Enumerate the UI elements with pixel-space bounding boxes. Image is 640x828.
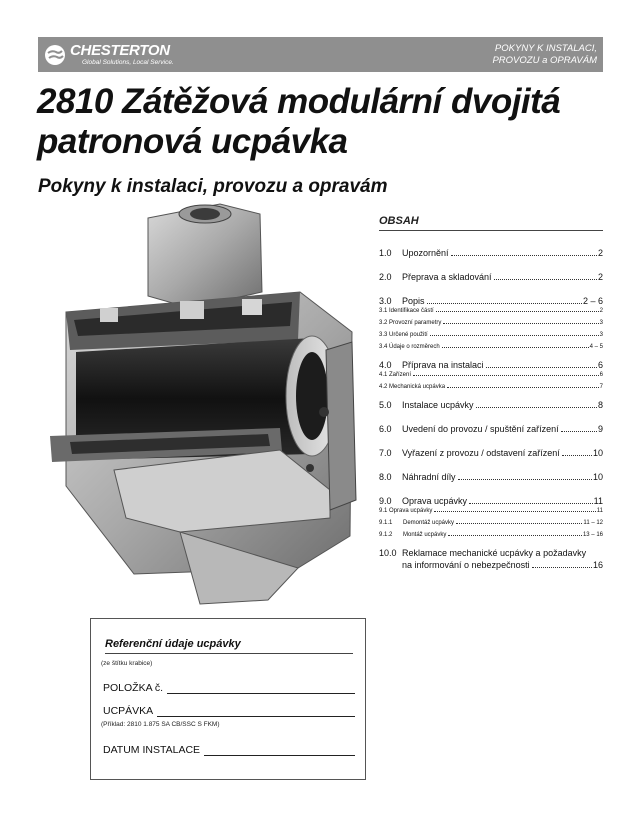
toc-label: Demontáž ucpávky: [403, 520, 455, 526]
toc-entry[interactable]: [379, 548, 603, 560]
toc-label: Náhradní díly: [402, 472, 456, 482]
toc-num: 2.0: [379, 272, 392, 282]
toc-label: Instalace ucpávky: [402, 400, 474, 410]
toc-entry[interactable]: [379, 296, 603, 308]
toc-label: Příprava na instalaci: [402, 360, 484, 370]
toc-label: Upozornění: [402, 248, 449, 258]
toc-label: na informování o nebezpečnosti: [402, 560, 530, 570]
toc-subentry[interactable]: [379, 532, 603, 544]
toc-heading: OBSAH: [379, 215, 603, 231]
item-number-line[interactable]: [167, 681, 355, 694]
toc-subentry[interactable]: [379, 520, 603, 532]
reference-note: (ze štítku krabice): [101, 660, 153, 667]
toc-page: 11: [593, 496, 603, 506]
toc-leader: [451, 255, 597, 256]
toc-leader: [532, 567, 592, 568]
toc-entry[interactable]: [379, 248, 603, 260]
logo-name: CHESTERTON: [70, 41, 170, 59]
toc-subentry[interactable]: [379, 372, 603, 384]
toc-page: 2: [597, 272, 603, 282]
banner-doc-type: [492, 43, 597, 67]
item-number-label: POLOŽKA č.: [103, 682, 164, 694]
toc-label: Oprava ucpávky: [402, 496, 468, 506]
toc-num: 7.0: [379, 448, 392, 458]
seal-reference-box: [90, 618, 366, 780]
toc-page: 3: [599, 332, 603, 338]
title-line-2: patronová ucpávka: [37, 122, 348, 161]
toc-entry[interactable]: [379, 424, 603, 436]
toc-subentry[interactable]: [379, 384, 603, 396]
toc-num: 5.0: [379, 400, 392, 410]
toc-label: Vyřazení z provozu / odstavení zařízení: [402, 448, 560, 458]
toc-page: 13 – 16: [582, 532, 603, 538]
toc-num: 6.0: [379, 424, 392, 434]
toc-leader: [443, 323, 598, 324]
toc-page: 10: [592, 472, 603, 482]
toc-num: 4.0: [379, 360, 392, 370]
toc-label: Přeprava a skladování: [402, 272, 492, 282]
toc-leader: [456, 523, 582, 524]
page-title: [37, 82, 617, 162]
toc-subentry[interactable]: [379, 308, 603, 320]
toc-page: 10: [592, 448, 603, 458]
title-line-1: 2810 Zátěžová modulární dvojitá: [37, 82, 561, 121]
toc-label: Reklamace mechanické ucpávky a požadavky: [402, 548, 587, 558]
toc-entry[interactable]: [379, 272, 603, 284]
toc-num: 10.0: [379, 548, 397, 558]
seal-label: UCPÁVKA: [103, 705, 154, 717]
globe-icon: [44, 44, 66, 66]
toc-leader: [436, 311, 599, 312]
toc-num: 9.1.2: [379, 532, 393, 538]
toc-num: 3.3: [379, 332, 388, 338]
item-number-field[interactable]: [103, 681, 355, 694]
toc-page: 11: [596, 508, 603, 514]
seal-cutaway-illustration: [30, 200, 370, 610]
toc-label: Identifikace částí: [389, 308, 434, 314]
toc-num: 3.2: [379, 320, 388, 326]
install-date-label: DATUM INSTALACE: [103, 744, 201, 756]
toc-label: Uvedení do provozu / spuštění zařízení: [402, 424, 559, 434]
toc-page: 3: [599, 320, 603, 326]
toc-leader: [427, 303, 582, 304]
toc-leader: [562, 455, 592, 456]
toc-page: 9: [597, 424, 603, 434]
seal-example: (Příklad: 2810 1.875 SA CB/SSC S FKM): [101, 721, 220, 728]
toc-subentry[interactable]: [379, 320, 603, 332]
toc-label: Montáž ucpávky: [403, 532, 447, 538]
toc-leader: [458, 479, 592, 480]
toc-page: 6: [599, 372, 603, 378]
toc-label: Provozní parametry: [389, 320, 442, 326]
toc-leader: [430, 335, 599, 336]
toc-num: 3.0: [379, 296, 392, 306]
toc-leader: [434, 511, 595, 512]
table-of-contents: [379, 215, 603, 572]
toc-leader: [448, 535, 582, 536]
toc-label: Mechanická ucpávka: [389, 384, 446, 390]
chesterton-logo: [44, 41, 174, 68]
toc-num: 4.1: [379, 372, 388, 378]
toc-page: 11 – 12: [583, 520, 603, 526]
toc-label: Oprava ucpávky: [389, 508, 433, 514]
toc-page: 2: [597, 248, 603, 258]
toc-entry[interactable]: [379, 448, 603, 460]
toc-entry[interactable]: [379, 472, 603, 484]
install-date-line[interactable]: [204, 743, 355, 756]
toc-leader: [476, 407, 597, 408]
seal-line[interactable]: [157, 704, 355, 717]
toc-leader: [486, 367, 597, 368]
toc-num: 3.4: [379, 344, 388, 350]
toc-leader: [447, 387, 599, 388]
toc-page: 4 – 5: [589, 344, 603, 350]
toc-subentry[interactable]: [379, 344, 603, 356]
toc-page: 6: [597, 360, 603, 370]
toc-label: Údaje o rozměrech: [389, 344, 440, 350]
toc-entry[interactable]: [379, 560, 603, 572]
reference-title: Referenční údaje ucpávky: [105, 638, 353, 654]
banner-line-1: POKYNY K INSTALACI,: [494, 43, 597, 54]
toc-page: 16: [592, 560, 603, 570]
toc-label: Zařízení: [389, 372, 412, 378]
toc-label: Určené použití: [389, 332, 428, 338]
toc-page: 2: [599, 308, 603, 314]
toc-leader: [561, 431, 597, 432]
page-subtitle: Pokyny k instalaci, provozu a opravám: [38, 176, 388, 197]
toc-page: 8: [597, 400, 603, 410]
toc-num: 8.0: [379, 472, 392, 482]
toc-num: 4.2: [379, 384, 388, 390]
toc-num: 9.1: [379, 508, 388, 514]
toc-subentry[interactable]: [379, 332, 603, 344]
toc-leader: [413, 375, 599, 376]
toc-subentry[interactable]: [379, 508, 603, 520]
toc-num: 9.0: [379, 496, 392, 506]
toc-label: Popis: [402, 296, 425, 306]
toc-entry[interactable]: [379, 360, 603, 372]
seal-field[interactable]: [103, 704, 355, 717]
banner-line-2: PROVOZU a OPRAVÁM: [492, 55, 597, 66]
toc-entry[interactable]: [379, 496, 603, 508]
toc-num: 9.1.1: [379, 520, 393, 526]
install-date-field[interactable]: [103, 743, 355, 756]
toc-leader: [469, 503, 593, 504]
toc-leader: [494, 279, 597, 280]
toc-entry[interactable]: [379, 400, 603, 412]
toc-page: 7: [599, 384, 603, 390]
header-banner: [38, 37, 603, 72]
toc-page: 2 – 6: [582, 296, 603, 306]
logo-tagline: Global Solutions, Local Service.: [82, 58, 174, 66]
toc-num: 3.1: [379, 308, 388, 314]
toc-leader: [442, 347, 589, 348]
toc-num: 1.0: [379, 248, 392, 258]
